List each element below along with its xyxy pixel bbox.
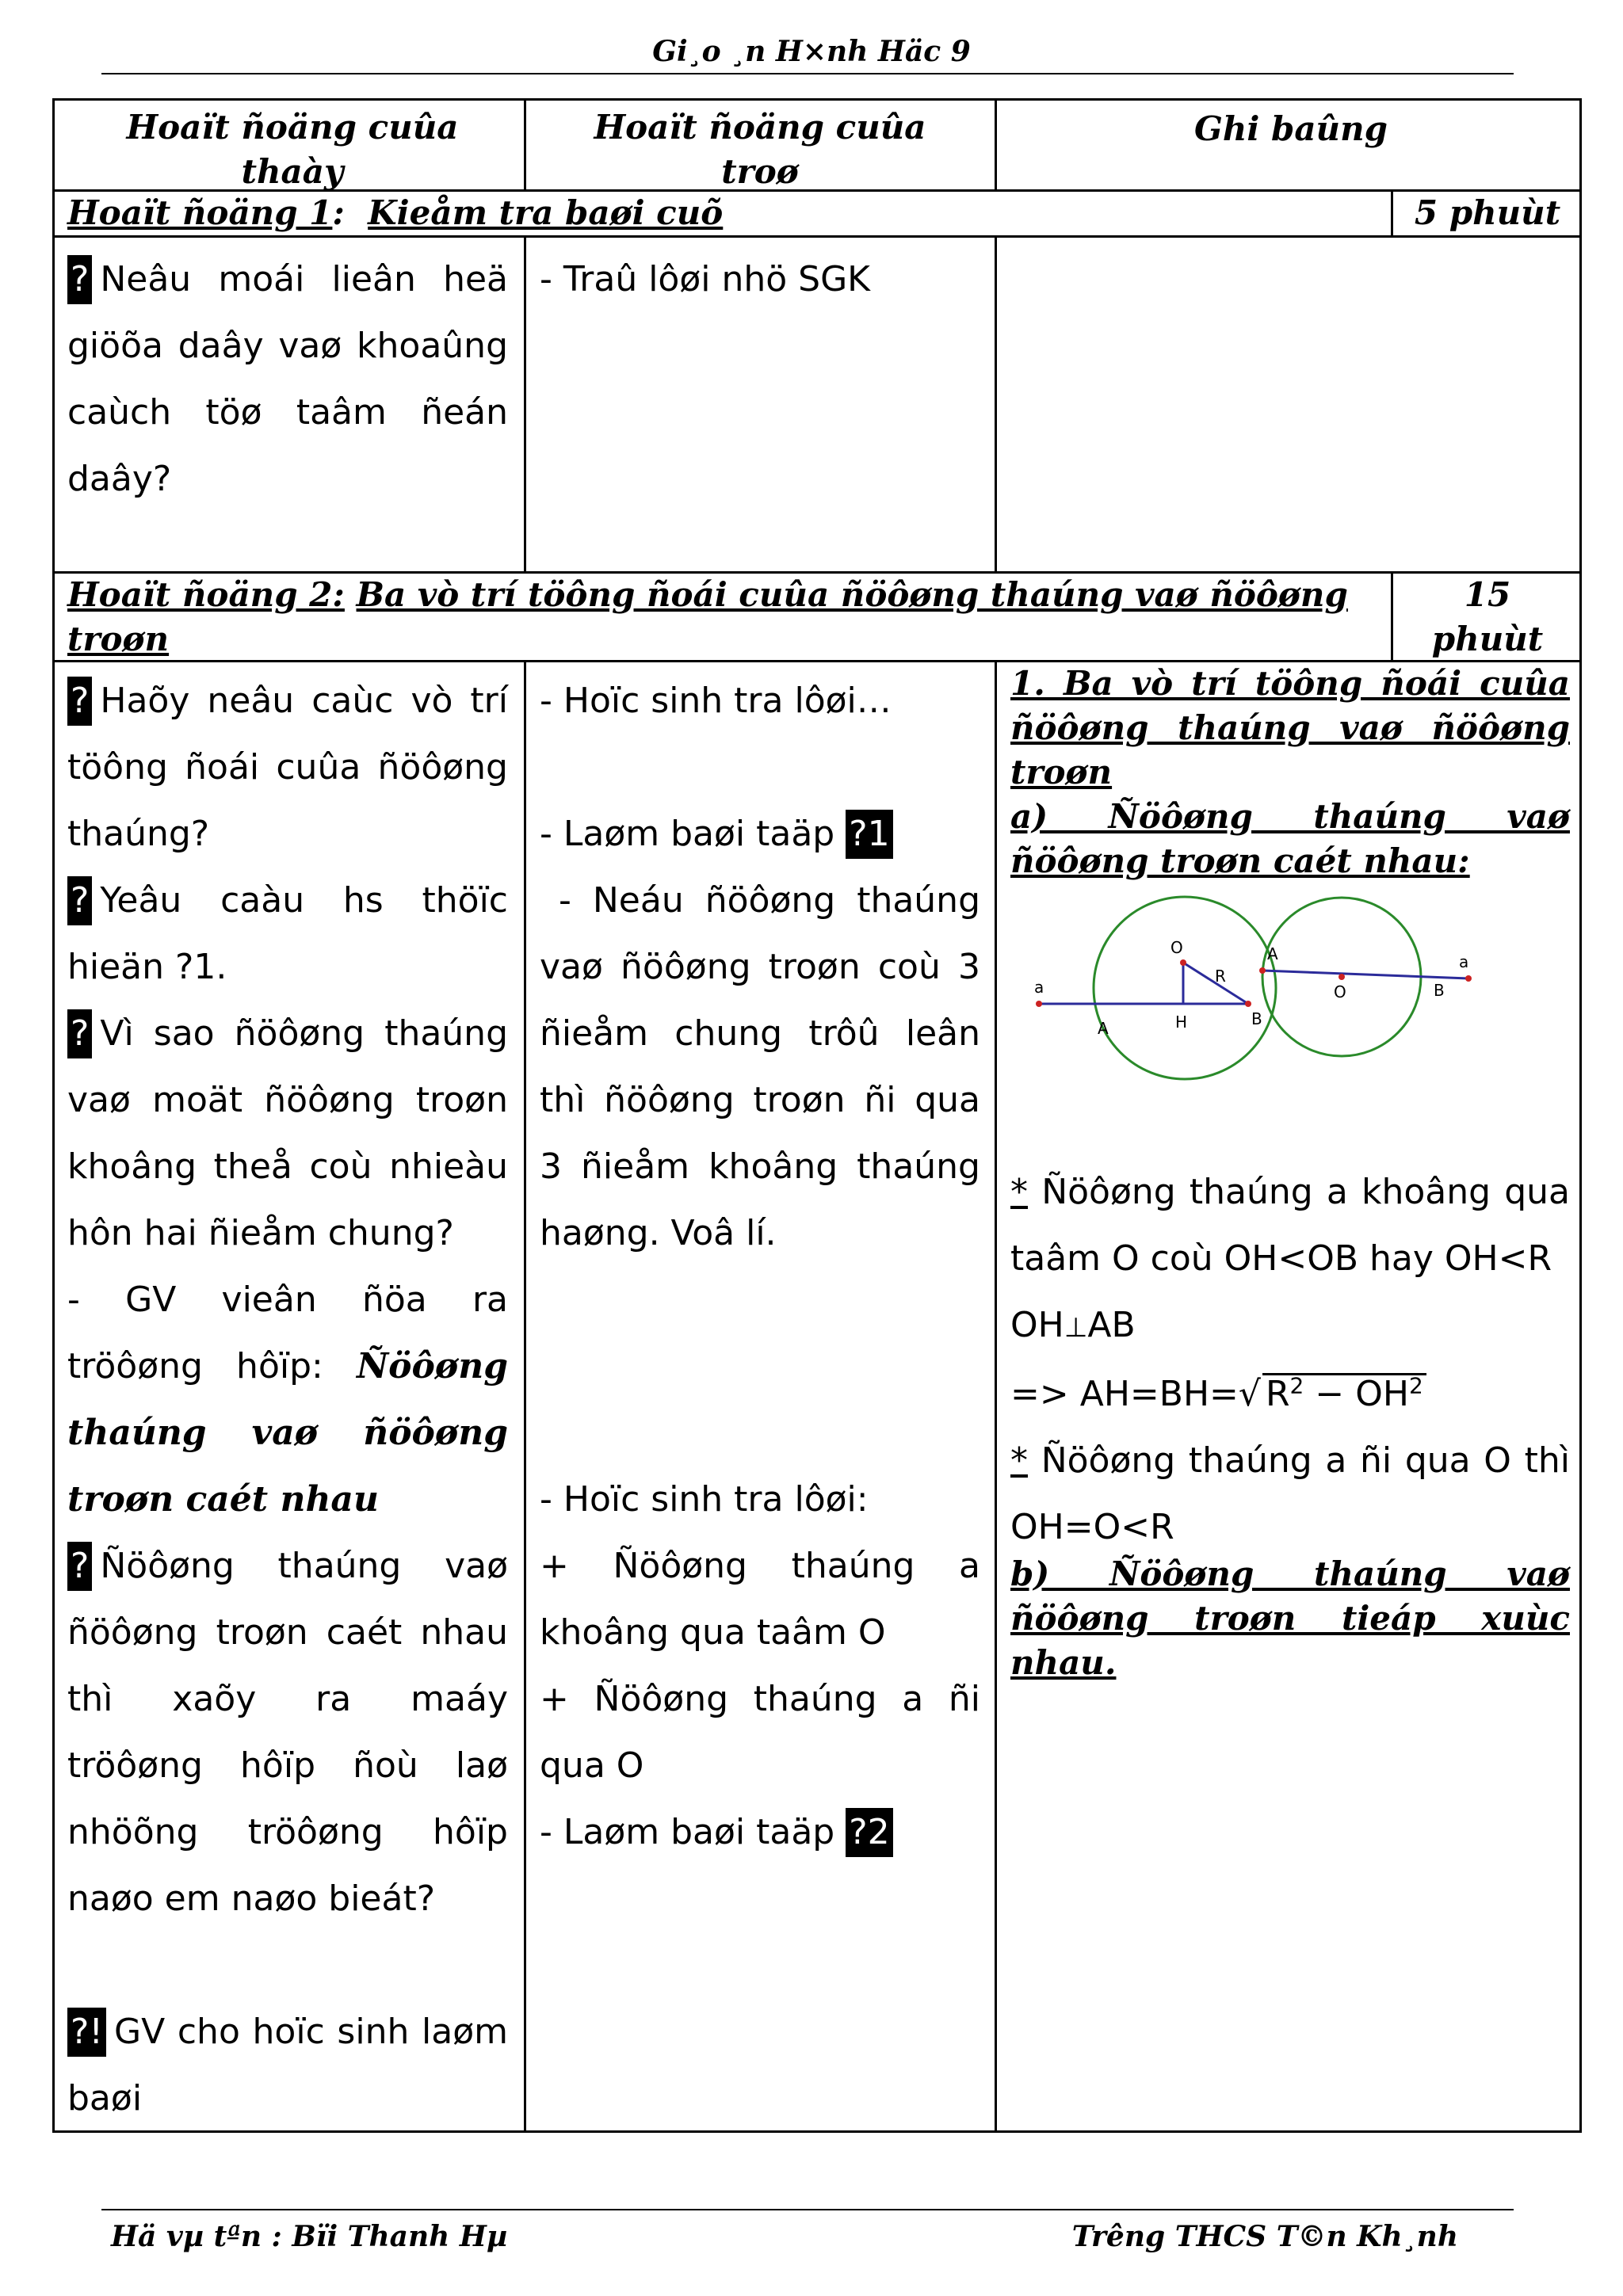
student-text-1: - Hoïc sinh tra lôøi… <box>540 681 892 721</box>
teacher-text-2: Yeâu caàu hs thöïc hieän ?1. <box>67 880 508 987</box>
exercise-badge-2: ?2 <box>846 1808 892 1857</box>
col-header-student: Hoaït ñoäng cuûa troø <box>594 108 926 191</box>
formula-sup-1: 2 <box>1289 1372 1304 1399</box>
student-text-3: - Neáu ñöôøng thaúng vaø ñöôøng troøn coù 3 ñieåm chung trôû leân thì ñöôøng troøn ñi qua 3 ñieåm khoâng thaúng haøng. Voâ lí. <box>540 880 980 1253</box>
row-divider <box>55 235 1579 238</box>
question-mark-icon: ? <box>67 677 92 726</box>
section1-teacher-text: Neâu moái lieân heä giöõa daây vaø khoaûng caùch töø taâm ñeán daây? <box>67 259 508 499</box>
teacher-item-2 <box>67 868 508 1001</box>
label-O2: O <box>1334 982 1346 1001</box>
board-title: 1. Ba vò trí töông ñoái cuûa ñöôøng thaúng vaø ñöôøng troøn <box>1010 664 1570 791</box>
section2-label: Hoaït ñoäng 2: <box>67 575 345 614</box>
lesson-table <box>52 98 1582 2133</box>
question-mark-icon: ? <box>67 255 92 304</box>
teacher-text-1: Haõy neâu caùc vò trí töông ñoái cuûa ñöôøng thaúng? <box>67 681 508 854</box>
star-marker: * <box>1010 1440 1028 1481</box>
label-a1: a <box>1034 978 1044 997</box>
student-text-5: + Ñöôøng thaúng a khoâng qua taâm O <box>540 1546 980 1653</box>
student-item-7 <box>540 1799 980 1866</box>
teacher-item-6 <box>67 1999 508 2132</box>
board-text-block <box>1010 1159 1570 1561</box>
spacer <box>540 734 980 801</box>
board-p4 <box>1010 1428 1570 1561</box>
circle-1 <box>1094 897 1276 1079</box>
section2-title: Ba vò trí töông ñoái cuûa ñöôøng thaúng vaø ñöôøng troøn <box>67 575 1348 658</box>
col-divider <box>995 660 997 2130</box>
spacer <box>67 1932 508 1999</box>
student-text-6: + Ñöôøng thaúng a ñi qua O <box>540 1679 980 1786</box>
circle-line-figure <box>1010 893 1570 1083</box>
section2-duration-value: 15 <box>1464 575 1511 614</box>
section2-duration <box>1394 573 1581 662</box>
col-divider <box>524 235 526 571</box>
sqrt-icon: √ <box>1238 1374 1261 1414</box>
formula-sup-2: 2 <box>1408 1372 1423 1399</box>
board-p2 <box>1010 1292 1570 1361</box>
board-p1-text: Ñöôøng thaúng a khoâng qua taâm O coù OH<OB hay OH<R <box>1010 1172 1570 1279</box>
teacher-text-4: - GV vieân ñöa ra tröôøng hôïp: <box>67 1280 508 1386</box>
board-p3-text: => AH=BH= <box>1010 1374 1239 1414</box>
section2-student-cell <box>540 668 980 1866</box>
teacher-text-3: Vì sao ñöôøng thaúng vaø moät ñöôøng troøn khoâng theå coù nhieàu hôn hai ñieåm chung? <box>67 1013 508 1253</box>
col-header-teacher: Hoaït ñoäng cuûa thaày <box>126 108 459 191</box>
student-item-2 <box>540 801 980 868</box>
student-text-4: - Hoïc sinh tra lôøi: <box>540 1479 869 1520</box>
col-divider <box>1391 189 1393 235</box>
label-O1: O <box>1170 938 1183 957</box>
label-A1: A <box>1098 1019 1109 1038</box>
exercise-badge-1: ?1 <box>846 810 892 859</box>
col-divider <box>1391 571 1393 660</box>
section1-label: Hoaït ñoäng 1 <box>67 193 333 232</box>
page-header-title: Gi¸o ¸n H×nh Häc 9 <box>652 35 971 68</box>
student-text-2: - Laøm baøi taäp <box>540 814 835 854</box>
col-divider <box>995 235 997 571</box>
points <box>1036 959 1472 1007</box>
section1-header <box>67 191 723 235</box>
question-mark-icon: ? <box>67 1009 92 1058</box>
exclaim-question-icon: ?! <box>67 2008 106 2057</box>
section2-header <box>67 573 1367 662</box>
col-divider <box>995 101 997 189</box>
board-p2-b: AB <box>1087 1305 1136 1345</box>
student-text-7: - Laøm baøi taäp <box>540 1812 835 1852</box>
label-a2: a <box>1459 952 1469 971</box>
section1-teacher-cell <box>67 246 508 513</box>
section1-colon: : <box>332 193 345 232</box>
footer-divider <box>101 2209 1514 2210</box>
spacer <box>540 1267 980 1466</box>
board-p1 <box>1010 1159 1570 1292</box>
section1-duration: 5 phuùt <box>1414 193 1561 232</box>
teacher-item-1 <box>67 668 508 868</box>
formula-R: R <box>1265 1374 1290 1414</box>
teacher-item-3 <box>67 1001 508 1267</box>
label-H: H <box>1175 1013 1188 1032</box>
footer-school: Trêng THCS T©n Kh¸nh <box>1071 2220 1458 2253</box>
teacher-text-4-emphasis: Ñöôøng thaúng vaø ñöôøng troøn caét nhau <box>67 1346 508 1520</box>
star-marker: * <box>1010 1172 1028 1212</box>
perpendicular-icon: ⊥ <box>1064 1312 1088 1344</box>
label-B2: B <box>1434 981 1445 1000</box>
label-B1: B <box>1251 1009 1262 1028</box>
board-subtitle-b: b) Ñöôøng thaúng vaø ñöôøng troøn tieáp xuùc nhau. <box>1010 1554 1570 1682</box>
col-header-board: Ghi baûng <box>1193 109 1388 148</box>
question-mark-icon: ? <box>67 1542 92 1591</box>
secant-line-2 <box>1262 971 1468 978</box>
board-subtitle-a: a) Ñöôøng thaúng vaø ñöôøng troøn caét nhau: <box>1010 797 1570 880</box>
section1-title: Kieåm tra baøi cuõ <box>368 193 724 232</box>
label-R: R <box>1215 967 1226 986</box>
footer-author: Hä vµ tªn : Bïi Thanh Hµ <box>111 2220 508 2253</box>
board-p3 <box>1010 1361 1570 1428</box>
board-p2-a: OH <box>1010 1305 1064 1345</box>
section2-teacher-cell <box>67 668 508 2132</box>
col-divider <box>524 660 526 2130</box>
section2-duration-unit: phuùt <box>1431 620 1544 658</box>
teacher-text-5: Ñöôøng thaúng vaø ñöôøng troøn caét nhau thì xaõy ra maáy tröôøng hôïp ñoù laø nhöõng tröôøng hôïp naøo em naøo bieát? <box>67 1546 508 1919</box>
formula-minus-OH: − OH <box>1304 1374 1409 1414</box>
question-mark-icon: ? <box>67 876 92 925</box>
teacher-text-6: GV cho hoïc sinh laøm baøi <box>67 2012 508 2119</box>
col-divider <box>524 101 526 189</box>
section1-student-cell: - Traû lôøi nhö SGK <box>540 259 871 299</box>
header-divider <box>101 73 1514 74</box>
label-A2: A <box>1267 944 1278 963</box>
teacher-item-5 <box>67 1533 508 1932</box>
board-p4-text: Ñöôøng thaúng a ñi qua O thì OH=O<R <box>1010 1440 1570 1547</box>
sqrt-formula <box>1262 1373 1426 1413</box>
teacher-item-4 <box>67 1267 508 1533</box>
